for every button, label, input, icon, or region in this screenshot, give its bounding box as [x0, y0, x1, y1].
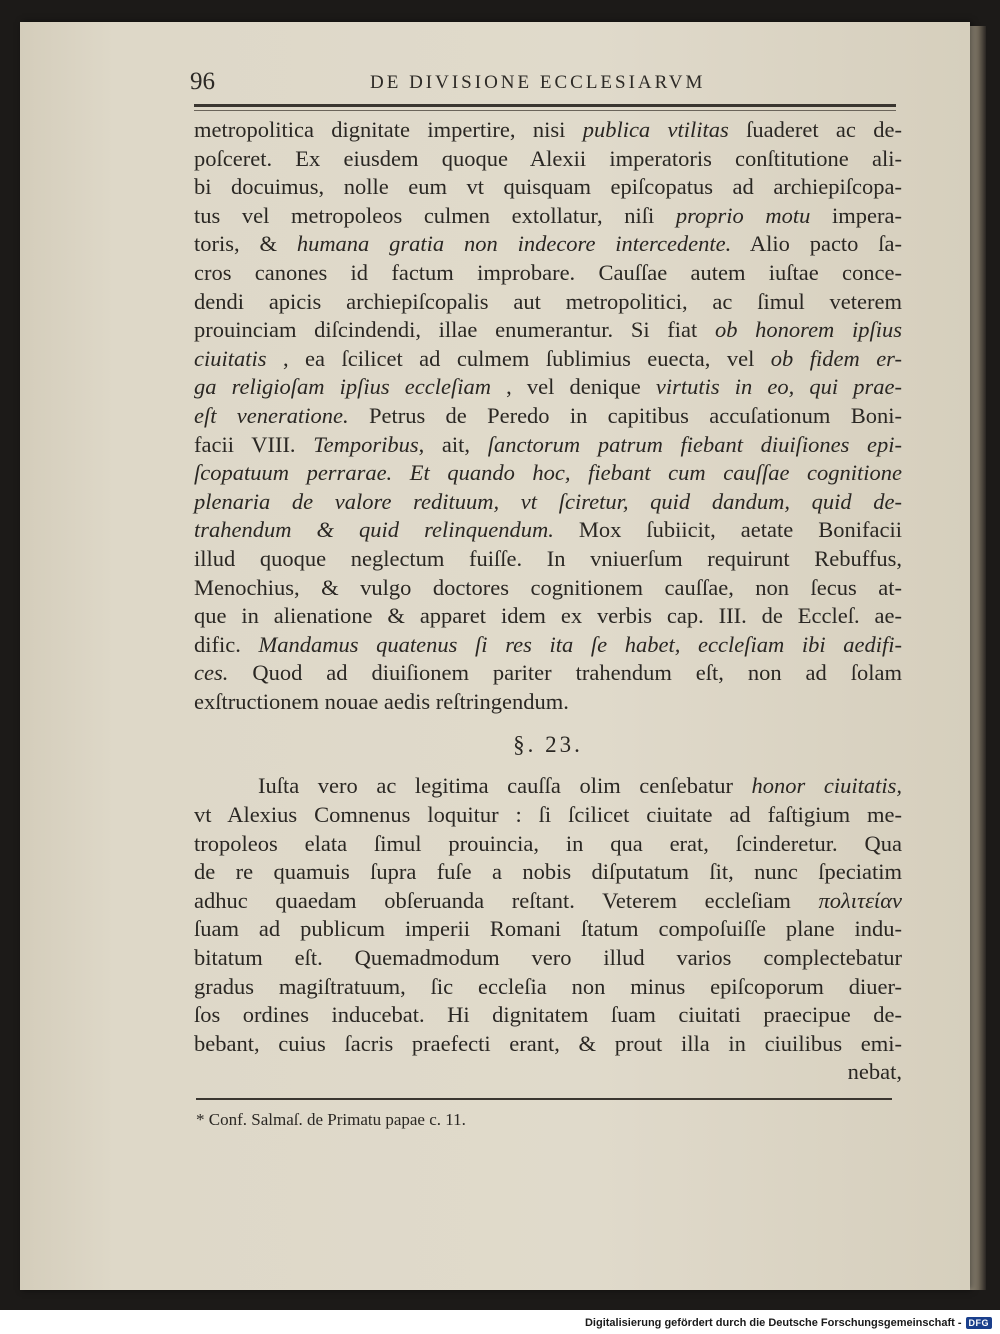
text-line: facii VIII. Temporibus, ait, ſanctorum patrum fiebant diuiſiones epi- — [194, 431, 902, 457]
text-line: bitatum eſt. Quemadmodum vero illud varios complectebatur — [194, 945, 902, 971]
text-line: ſcopatuum perrarae. Et quando hoc, fiebant cum cauſſae cognitione — [194, 460, 902, 486]
text-line: tus vel metropoleos culmen extollatur, niſi proprio motu impera- — [194, 202, 902, 228]
text-line: metropolitica dignitate impertire, nisi publica vtilitas ſuaderet ac de- — [194, 117, 902, 142]
text-line: cros canones id factum improbare. Cauſſae autem iuſtae conce- — [194, 259, 902, 285]
running-title: DE DIVISIONE ECCLESIARVM — [370, 72, 706, 93]
text-line: plenaria de valore redituum, vt ſciretur, quid dandum, quid de- — [194, 488, 902, 514]
text-line: toris, & humana gratia non indecore intercedente. Alio pacto ſa- — [194, 231, 903, 257]
header-rule-thin — [194, 110, 896, 111]
text-line: de re quamuis ſupra fuſe a nobis diſputatum ſit, nunc ſpeciatim — [194, 859, 902, 885]
text-line: bi docuimus, nolle eum vt quisquam epiſcopatus ad archiepiſcopa- — [194, 174, 902, 200]
text-line: ciuitatis , ea ſcilicet ad culmem ſublimius euecta, vel ob fidem er- — [194, 345, 902, 371]
footnote: * Conf. Salmaſ. de Primatu papae c. 11. — [196, 1110, 466, 1129]
body-text — [194, 116, 902, 1087]
page-number: 96 — [190, 68, 215, 95]
text-line: prouinciam diſcindendi, illae enumerantur. Si fiat ob honorem ipſius — [194, 317, 902, 343]
text-line: ces. Quod ad diuiſionem pariter trahendum eſt, non ad ſolam — [194, 660, 902, 686]
text-line: adhuc quaedam obſeruanda reſtant. Veterem eccleſiam πολιτείαν — [194, 887, 902, 913]
text-line: ſos ordines inducebat. Hi dignitatem ſuam ciuitati praecipue de- — [194, 1002, 902, 1028]
text-line: vt Alexius Comnenus loquitur : ſi ſcilicet ciuitate ad faſtigium me- — [194, 802, 902, 828]
text-line: Iuſta vero ac legitima cauſſa olim cenſebatur honor ciuitatis, — [258, 773, 902, 799]
text-line: dendi apicis archiepiſcopalis aut metropolitici, ac ſimul veterem — [194, 288, 902, 314]
funding-notice — [585, 1314, 992, 1332]
catchword: nebat, — [847, 1059, 902, 1085]
text-line: tropoleos elata ſimul prouincia, in qua erat, ſcinderetur. Qua — [194, 830, 902, 856]
text-line: bebant, cuius ſacris praefecti erant, & prout illa in ciuilibus emi- — [194, 1030, 902, 1056]
text-line: exſtructionem nouae aedis reſtringendum. — [194, 688, 569, 714]
text-line: ga religioſam ipſius eccleſiam , vel denique virtutis in eo, qui prae- — [194, 374, 902, 400]
page-edge — [968, 26, 986, 1290]
text-line: dific. Mandamus quatenus ſi res ita ſe habet, eccleſiam ibi aedifi- — [194, 631, 903, 657]
funding-text: Digitalisierung gefördert durch die Deutsche Forschungsgemeinschaft - — [584, 1317, 962, 1329]
text-line: gradus magiſtratuum, ſic eccleſia non minus epiſcoporum diuer- — [194, 973, 902, 999]
text-line: Menochius, & vulgo doctores cognitionem cauſſae, non ſecus at- — [194, 574, 902, 600]
text-line: poſceret. Ex eiusdem quoque Alexii imperatoris conſtitutione ali- — [194, 145, 902, 171]
footnote-rule — [196, 1098, 892, 1100]
dfg-logo: DFG — [966, 1317, 993, 1329]
section-heading: §. 23. — [513, 732, 583, 758]
header-rule — [194, 104, 896, 107]
running-head — [190, 66, 900, 100]
text-line: illud quoque neglectum fuiſſe. In vniuerſum requirunt Rebuffus, — [194, 545, 902, 571]
text-line: trahendum & quid relinquendum. Mox ſubiicit, aetate Bonifacii — [194, 517, 902, 543]
text-line: eſt veneratione. Petrus de Peredo in capitibus accuſationum Boni- — [194, 402, 902, 428]
greek-word: πολιτείαν — [818, 887, 902, 913]
text-line: que in alienatione & apparet idem ex verbis cap. III. de Eccleſ. ae- — [194, 603, 902, 629]
text-line: ſuam ad publicum imperii Romani ſtatum compoſuiſſe plane indu- — [194, 916, 902, 942]
